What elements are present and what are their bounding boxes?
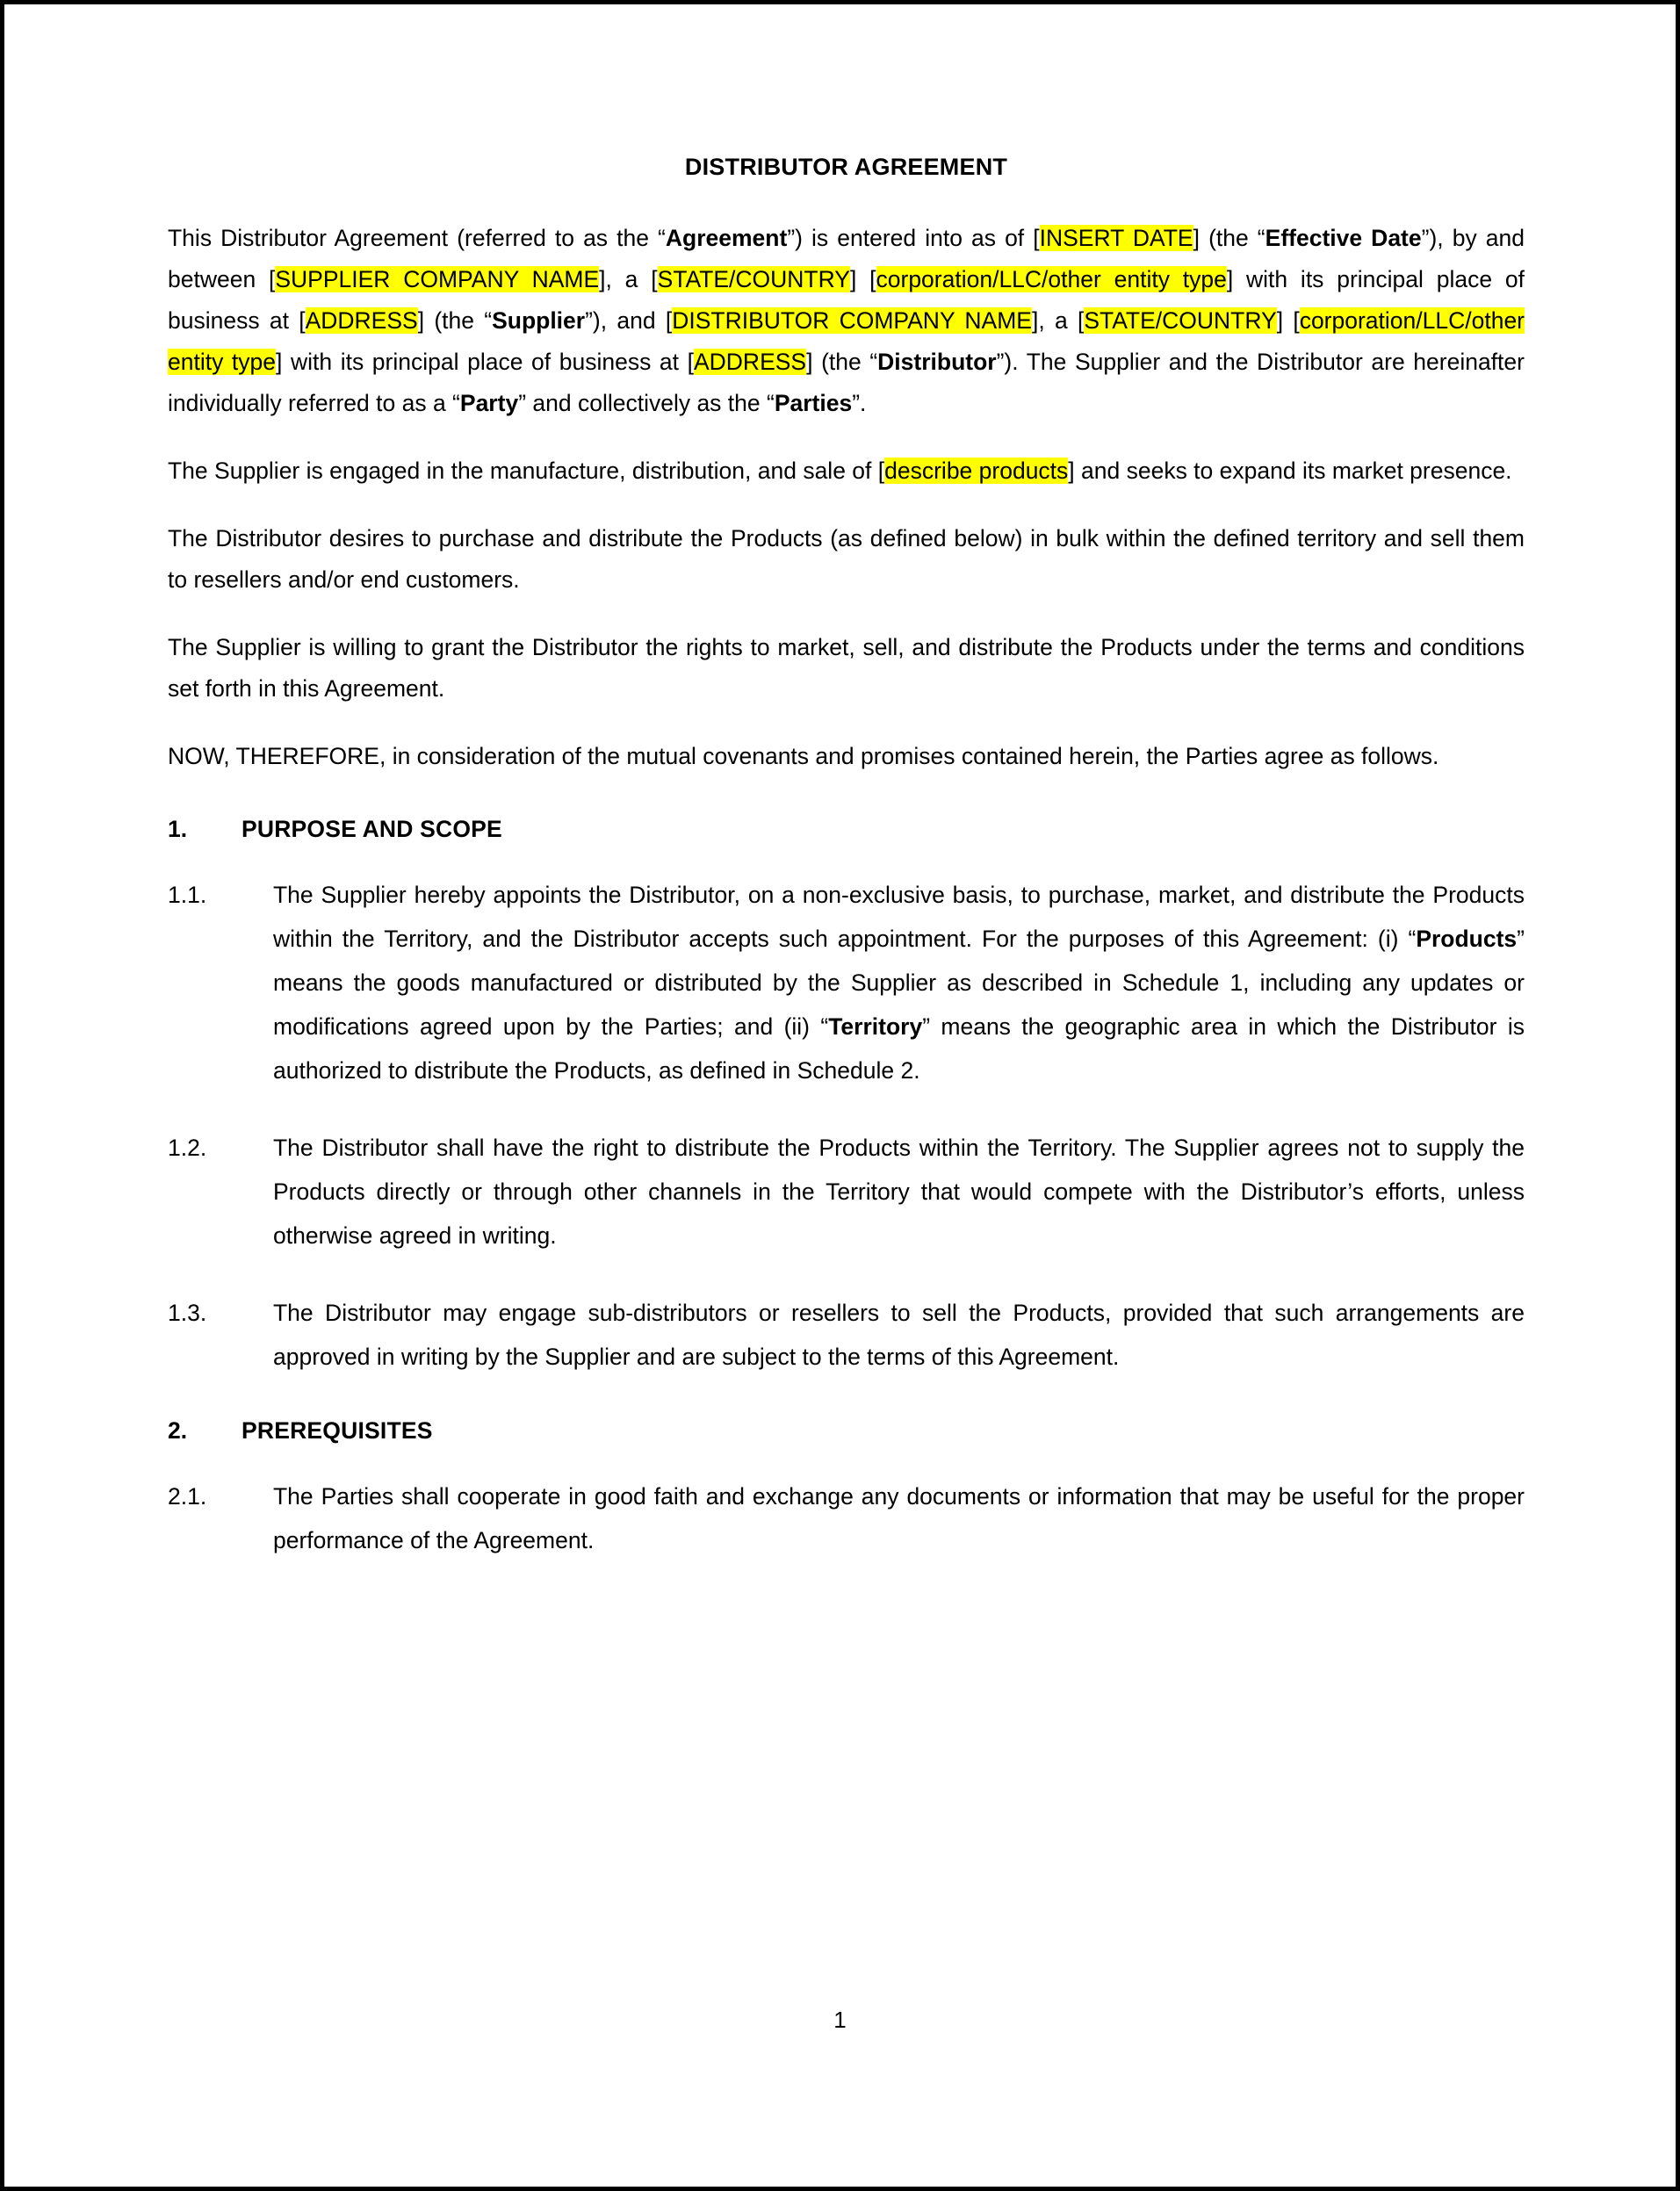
- text-run: ”), and [: [585, 307, 673, 334]
- text-run: ] (the “: [806, 349, 878, 375]
- clause-text: The Distributor may engage sub-distributors or resellers to sell the Products, provided that such arrangements are approved in writing by the Supplier and are subject to the terms of this Agreement.: [273, 1300, 1525, 1370]
- placeholder-describe-products: describe products: [884, 458, 1069, 484]
- section-heading-purpose-and-scope: [168, 816, 1525, 843]
- clause-text: The Parties shall cooperate in good faith and exchange any documents or information that may be useful for the proper performance of the Agreement.: [273, 1483, 1525, 1553]
- paragraph-supplier-grant: The Supplier is willing to grant the Distributor the rights to market, sell, and distribute the Products under the terms and conditions set forth in this Agreement.: [168, 634, 1525, 702]
- text-run: ] [: [1276, 307, 1300, 334]
- paragraph-recitals-parties: [168, 218, 1525, 424]
- text-run: ” means the goods manufactured or distributed by the Supplier as described in Schedule 1, including any updates or modifications agreed upon by the Parties; and (ii) “: [273, 926, 1525, 1040]
- section-heading-prerequisites: [168, 1417, 1525, 1445]
- section-title: PURPOSE AND SCOPE: [242, 816, 502, 842]
- text-run: ] (the “: [417, 307, 493, 334]
- defined-term-supplier: Supplier: [492, 307, 586, 334]
- clause-number: 1.2.: [168, 1135, 207, 1161]
- placeholder-insert-date: INSERT DATE: [1039, 225, 1193, 251]
- text-run: The Supplier hereby appoints the Distributor, on a non-exclusive basis, to purchase, market, and distribute the Products within the Territory, and the Distributor accepts such appointment. For the purposes of this Agreement: (i) “: [273, 882, 1525, 952]
- paragraph-distributor-desire: The Distributor desires to purchase and distribute the Products (as defined below) in bulk within the defined territory and sell them to resellers and/or end customers.: [168, 525, 1525, 593]
- page-number: 1: [833, 2007, 847, 2033]
- text-run: ] [: [849, 266, 876, 292]
- placeholder-address-2: ADDRESS: [693, 349, 807, 375]
- clause-number: 1.1.: [168, 882, 207, 908]
- text-run: ” and collectively as the “: [518, 390, 775, 416]
- clause-number: 1.3.: [168, 1300, 207, 1326]
- text-run: ”.: [852, 390, 867, 416]
- defined-term-territory: Territory: [828, 1013, 923, 1040]
- defined-term-party: Party: [459, 390, 519, 416]
- placeholder-entity-type-1: corporation/LLC/other entity type: [876, 266, 1227, 292]
- placeholder-supplier-company-name: SUPPLIER COMPANY NAME: [275, 266, 600, 292]
- clause-number: 2.1.: [168, 1483, 207, 1510]
- defined-term-effective-date: Effective Date: [1265, 225, 1422, 251]
- text-run: ], a [: [599, 266, 658, 292]
- defined-term-products: Products: [1416, 926, 1518, 952]
- clause-1-1: [168, 873, 1525, 1092]
- text-run: ” means the geographic area in which the Distributor is authorized to distribute the Products, as defined in Schedule 2.: [273, 1013, 1525, 1084]
- text-run: The Supplier is engaged in the manufacture, distribution, and sale of [: [168, 458, 885, 484]
- text-run: ] (the “: [1193, 225, 1265, 251]
- placeholder-state-country-1: STATE/COUNTRY: [657, 266, 850, 292]
- page-title: DISTRIBUTOR AGREEMENT: [684, 154, 1008, 180]
- clause-text: The Distributor shall have the right to distribute the Products within the Territory. The Supplier agrees not to supply the Products directly or through other channels in the Territory that would compete with the Distributor’s efforts, unless otherwise agreed in writing.: [273, 1135, 1525, 1249]
- defined-term-parties: Parties: [774, 390, 853, 416]
- text-run: This Distributor Agreement (referred to as the “: [168, 225, 666, 251]
- defined-term-agreement: Agreement: [665, 225, 788, 251]
- text-run: ], a [: [1031, 307, 1085, 334]
- text-run: ] and seeks to expand its market presence.: [1068, 458, 1512, 484]
- placeholder-entity-type-2: corporation/LLC/other entity type: [168, 307, 1525, 375]
- text-run: ”) is entered into as of [: [787, 225, 1040, 251]
- text-run: ”), by and between [: [168, 225, 1525, 292]
- document-body: [168, 154, 1525, 1596]
- section-number: 2.: [168, 1417, 188, 1444]
- text-run: ] with its principal place of business at [: [168, 266, 1525, 334]
- section-number: 1.: [168, 816, 188, 842]
- clause-text: [273, 873, 1525, 1092]
- section-title: PREREQUISITES: [242, 1417, 433, 1444]
- text-run: ] with its principal place of business at [: [276, 349, 694, 375]
- paragraph-now-therefore: NOW, THEREFORE, in consideration of the mutual covenants and promises contained herein, the Parties agree as follows.: [168, 743, 1439, 769]
- defined-term-distributor: Distributor: [877, 349, 997, 375]
- clause-1-3: [168, 1291, 1525, 1379]
- text-run: ”). The Supplier and the Distributor are hereinafter individually referred to as a “: [168, 349, 1525, 416]
- paragraph-supplier-business: [168, 450, 1525, 492]
- clause-1-2: [168, 1126, 1525, 1258]
- placeholder-address-1: ADDRESS: [305, 307, 418, 334]
- page-surface: [4, 4, 1676, 2187]
- placeholder-distributor-company-name: DISTRIBUTOR COMPANY NAME: [672, 307, 1032, 334]
- clause-2-1: [168, 1474, 1525, 1562]
- placeholder-state-country-2: STATE/COUNTRY: [1084, 307, 1277, 334]
